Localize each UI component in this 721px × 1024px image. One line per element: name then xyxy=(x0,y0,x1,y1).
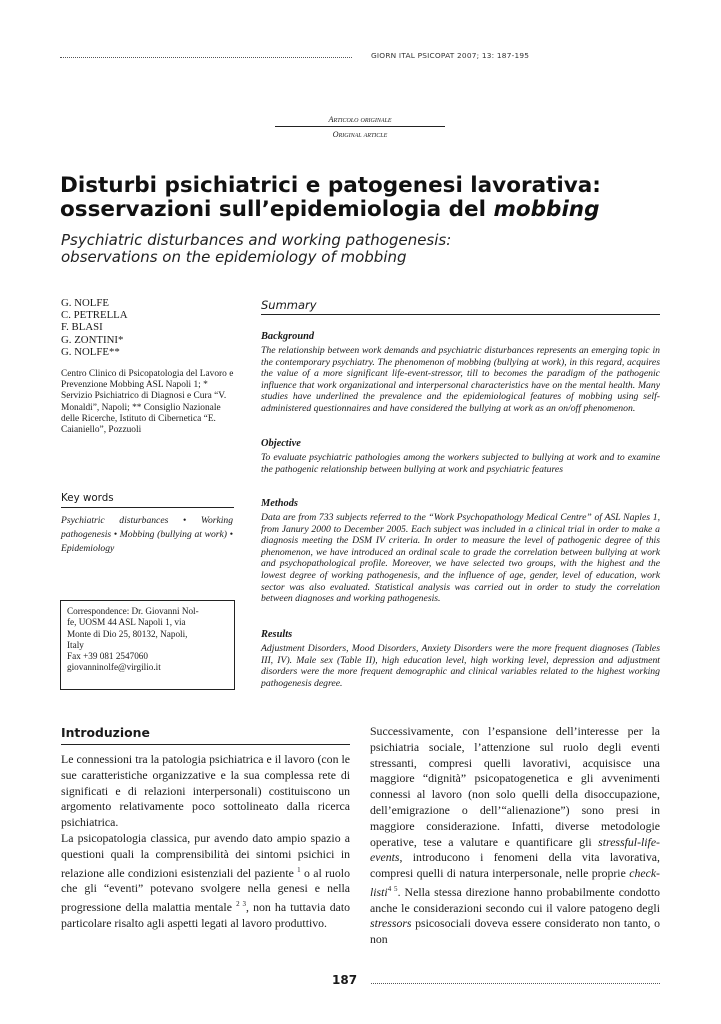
citation-ref: 1 xyxy=(297,865,301,874)
author-list xyxy=(61,297,128,358)
correspondence-line: Italy xyxy=(67,639,84,650)
footer-dotted-rule xyxy=(371,983,660,984)
summary-methods-heading: Methods xyxy=(261,498,298,509)
citation-ref: 4 5 xyxy=(387,884,398,893)
intro-right-text-b: , introducono i fenomeni della vita lavorativa, compresi quelli di natura interpersonale, nelle proprie xyxy=(370,850,660,881)
article-type-it: Articolo originale xyxy=(328,115,392,124)
intro-right-text-d: psicosociali doveva essere considerato non tanto, o non xyxy=(370,916,660,947)
intro-right-italic-term: stressful-life-events xyxy=(370,834,660,865)
title-english-line1: Psychiatric disturbances and working pathogenesis: xyxy=(61,231,452,249)
title-english-line2: observations on the epidemiology of mobbing xyxy=(61,248,407,266)
author: G. NOLFE xyxy=(61,297,109,309)
article-type-rule xyxy=(275,126,445,127)
article-type-block xyxy=(275,115,445,139)
intro-right-italic-term: check-listi xyxy=(370,866,660,899)
author: G. NOLFE** xyxy=(61,345,120,358)
summary-objective-heading: Objective xyxy=(261,438,301,449)
article-type-en: Original article xyxy=(332,130,388,139)
summary-results-text: Adjustment Disorders, Mood Disorders, Anxiety Disorders were the more frequent diagnoses (Tables III, IV). Male sex (Table II), high education level, high working level, depression and adjustment disorders were the more frequent demographic and clinical variables related to the highest working pathogenesis degree. xyxy=(261,643,660,689)
intro-right-italic-term: stressors xyxy=(370,916,412,931)
page-number: 187 xyxy=(332,973,358,987)
title-italian-line2 xyxy=(60,198,680,222)
summary-rule xyxy=(261,314,660,315)
correspondence-line: Fax +39 081 2547060 xyxy=(67,651,148,662)
citation-ref: 2 3 xyxy=(236,900,247,909)
intro-p2-text-c: , non ha tuttavia dato particolare risalto agli aspetti legati al lavoro produttivo. xyxy=(61,900,351,930)
summary-objective-text: To evaluate psychiatric pathologies among the workers subjected to bullying at work and to examine the pathogenic relationship between bullying at work and psychiatric features xyxy=(261,452,660,475)
correspondence-text xyxy=(67,606,227,674)
intro-right-text-c: . Nella stessa direzione hanno probabilmente condotto anche le considerazioni secondo cui il valore patogeno degli xyxy=(370,884,661,915)
correspondence-line: fe, UOSM 44 ASL Napoli 1, via xyxy=(67,617,186,628)
keywords-text: Psychiatric disturbances • Working pathogenesis • Mobbing (bullying at work) • Epidemiology xyxy=(61,515,233,554)
intro-right-text-a: Successivamente, con l’espansione dell’interesse per la psichiatria sociale, l’attenzione sul ruolo degli eventi stressanti, compresi quelli lavorativi, acquisisce una maggiore “dignità” psicopatogenetica e gli avvenimenti connessi al lavoro (non solo quelli della disoccupazione, dell’emigrazione o dell’“alienazione”) sono presi in maggiore considerazione. Infatti, diverse metodologie operative, tese a valutare e quantificare gli xyxy=(370,724,660,849)
affiliations: Centro Clinico di Psicopatologia del Lavoro e Prevenzione Mobbing ASL Napoli 1; * Servizio Psichiatrico di Diagnosi e Cura “V. Monaldi”, Napoli; ** Consiglio Nazionale delle Ricerche, Istituto di Cibernetica “E. Caianiello”, Pozzuoli xyxy=(61,369,234,436)
summary-background-text: The relationship between work demands and psychiatric disturbances represents an emerging topic in the contemporary psychiatry. The phenomenon of mobbing (bullying at work), in this regard, acquires the value of a more significant life-event-stressor, till to becomes the paradigm of the pathogenic influence that work organizational and interpersonal characteristics have on the mental health. Many studies have underlined the prevalence and the epidemiological features of mobbing using self-administered questionnaires and have considered the bullying at work as an on/off phenomenon. xyxy=(261,345,660,414)
correspondence-email[interactable]: giovanninolfe@virgilio.it xyxy=(67,662,161,673)
title-italian-line2-text: osservazioni sull’epidemiologia del xyxy=(60,197,494,222)
header-dotted-rule xyxy=(60,57,352,58)
title-italian-mobbing: mobbing xyxy=(493,197,600,222)
introduction-left-column xyxy=(61,752,350,932)
keywords-heading: Key words xyxy=(61,492,114,504)
title-italian-line1: Disturbi psichiatrici e patogenesi lavorativa: xyxy=(60,173,601,198)
intro-paragraph-1: Le connessioni tra la patologia psichiatrica e il lavoro (con le sue caratteristiche organizzative e la sua complessa rete di significati e di relazioni interpersonali) costituiscono un argomento relativamente poco sottolineato dalla ricerca psichiatrica. xyxy=(61,752,350,830)
summary-methods-text: Data are from 733 subjects referred to the “Work Psychopathology Medical Centre” of ASL Naples 1, from Janury 2000 to December 2005. Each subject was included in a clinical trial in order to make a diagnosis meeting the DSM IV criteria. In order to measure the level of pathogenic degree of this phenomenon, we have introduced an ordinal scale to grade the correlation between bullying at work and psychopathological profile. Moreover, we have selected two groups, with the highest and the lowest degree of working pathogenesis, and the influence of age, gender, level of education, work sector was also evaluated. Statistical analysis was carried out in order to study the correlation between diagnoses and working pathogenesis. xyxy=(261,512,660,605)
summary-background-heading: Background xyxy=(261,331,315,342)
intro-paragraph-2 xyxy=(61,831,350,932)
journal-reference: GIORN ITAL PSICOPAT 2007; 13: 187-195 xyxy=(371,51,530,60)
author: F. BLASI xyxy=(61,321,103,334)
title-italian xyxy=(60,174,680,222)
introduction-rule xyxy=(61,744,350,745)
intro-p2-text-a: La psicopatologia classica, pur avendo dato ampio spazio a questioni quali la comprensibilità dei sintomi psichici in relazione alle condizioni esistenziali del paziente xyxy=(61,830,350,880)
title-english xyxy=(61,232,681,266)
summary-results-heading: Results xyxy=(261,629,293,640)
author: C. PETRELLA xyxy=(61,309,128,322)
correspondence-line: Correspondence: Dr. Giovanni Nol- xyxy=(67,606,199,616)
author: G. ZONTINI* xyxy=(61,333,124,346)
introduction-heading: Introduzione xyxy=(61,725,150,740)
introduction-right-column xyxy=(370,724,660,948)
keywords-rule xyxy=(61,507,234,508)
correspondence-line: Monte di Dio 25, 80132, Napoli, xyxy=(67,628,188,639)
summary-heading: Summary xyxy=(261,298,317,312)
intro-p2-text-b: o al ruolo che gli “eventi” potevano svolgere nella genesi e nella progressione della malattia mentale xyxy=(61,865,350,915)
